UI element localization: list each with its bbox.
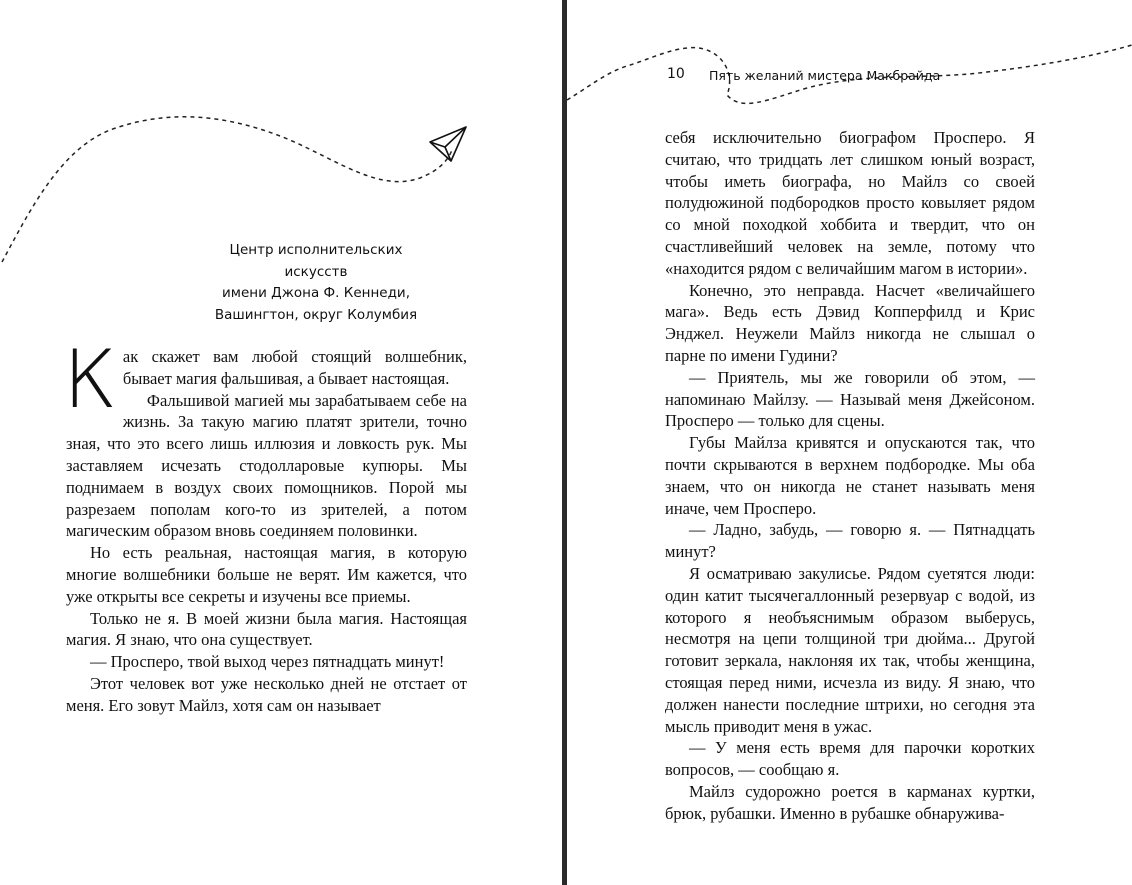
left-page	[0, 0, 562, 885]
opening-paragraph	[63, 333, 467, 426]
paragraph: — Ладно, забудь, — говорю я. — Пятнадцать минут?	[665, 520, 1035, 562]
paragraph: Майлз судорожно роется в карманах куртки, брюк, рубашки. Именно в рубашке обнаружива-	[665, 781, 1035, 823]
scene-location	[200, 240, 432, 326]
running-title: Пять желаний мистера Макбрайда	[709, 68, 941, 83]
paragraph: Но есть реальная, настоящая магия, в которую многие волшебники больше не верят. Им кажется, что уже открыты все секреты и изучены все приемы.	[66, 543, 467, 606]
paragraph: Этот человек вот уже несколько дней не отстает от меня. Его зовут Майлз, хотя сам он называет	[66, 673, 467, 715]
opening-paragraph-text: ак скажет вам любой стоящий волшебник, бывает магия фальшивая, а бывает настоящая.	[122, 347, 467, 388]
paragraph: — У меня есть время для парочки коротких вопросов, — сообщаю я.	[665, 738, 1035, 780]
paragraph: Я осматриваю закулисье. Рядом суетятся люди: один катит тысячегаллонный резервуар с водой, из которого я необъяснимым образом выберусь, несмотря на цепи толщиной три дюйма... Другой готовит зеркала, наклоняя их так, чтобы женщина, стоящая перед ними, исчезла из виду. Я знаю, что должен нанести последние штрихи, но сегодня эта мысль приводит меня в ужас.	[665, 563, 1035, 736]
right-body-text	[665, 127, 1035, 825]
paragraph: — Просперо, твой выход через пятнадцать минут!	[90, 652, 445, 672]
paragraph: — Приятель, мы же говорили об этом, — напоминаю Майлзу. — Называй меня Джейсоном. Просперо — только для сцены.	[665, 367, 1035, 431]
location-line: Вашингтон, округ Колумбия	[214, 306, 418, 323]
paragraph: Конечно, это неправда. Насчет «величайшего мага». Ведь есть Дэвид Копперфилд и Крис Энджел. Неужели Майлз никогда не слышал о парне по имени Гудини?	[665, 280, 1035, 365]
page-number: 10	[667, 66, 685, 82]
paper-plane-icon	[430, 127, 466, 161]
paragraph: Фальшивой магией мы зарабатываем себе на жизнь. За такую магию платят зрители, точно зная, что это всего лишь иллюзия и ловкость рук. Мы заставляем исчезать стодолларовые купюры. Мы поднимаем в воздух своих помощников. Порой мы разрезаем пополам кого-то из зрителей, а потом магическим образом вновь соединяем половинки.	[66, 390, 467, 541]
left-body-text	[63, 333, 467, 717]
right-page	[567, 0, 1132, 885]
location-line: имени Джона Ф. Кеннеди,	[222, 285, 410, 301]
drop-cap: К	[63, 333, 117, 426]
location-line: Центр исполнительских искусств	[229, 242, 403, 280]
paragraph: Губы Майлза кривятся и опускаются так, что почти скрываются в верхнем подбородке. Мы оба знаем, что он никогда не станет называть меня иначе, чем Просперо.	[665, 433, 1035, 518]
paragraph: Только не я. В моей жизни была магия. Настоящая магия. Я знаю, что она существует.	[66, 608, 467, 650]
continuation-paragraph: себя исключительно биографом Просперо. Я считаю, что тридцать лет слишком юный возраст, чтобы иметь биографа, но Майлз со своей полудюжиной подбородков просто ковыляет рядом со мной походкой хоббита и твердит, что он счастливейший человек на земле, потому что «находится рядом с величайшим магом в истории».	[665, 128, 1035, 278]
